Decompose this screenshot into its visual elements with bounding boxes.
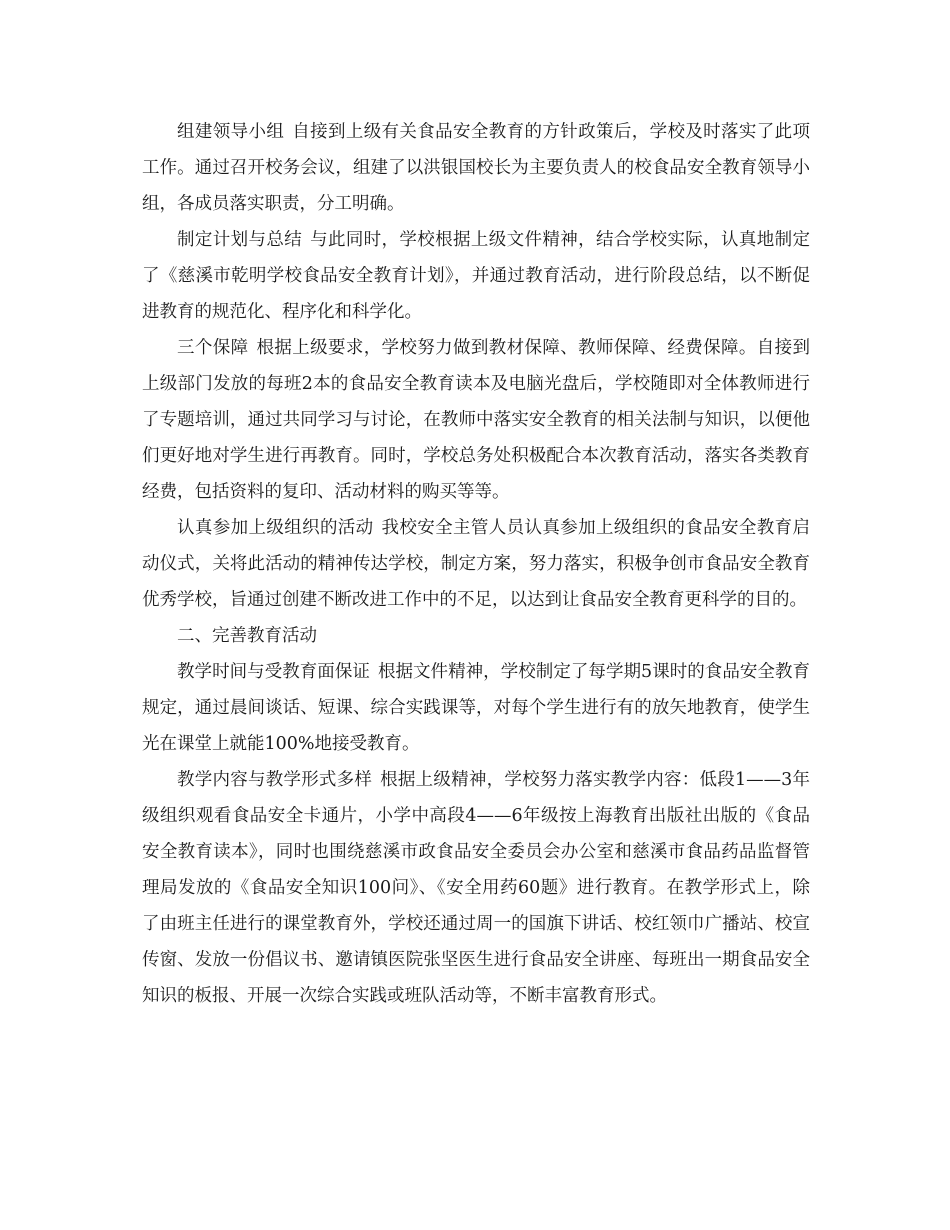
paragraph-lead: 制定计划与总结 xyxy=(177,230,303,250)
paragraph-text: 根据上级要求，学校努力做到教材保障、教师保障、经费保障。自接到上级部门发放的每班2本的食品安全教育读本及电脑光盘后，学校随即对全体教师进行了专题培训，通过共同学习与讨论，在教师中落实安全教育的相关法制与知识，以便他们更好地对学生进行再教育。同时，学校总务处积极配合本次教育活动，落实各类教育经费，包括资料的复印、活动材料的购买等等。 xyxy=(142,338,811,502)
paragraph-lead: 三个保障 xyxy=(177,338,249,358)
paragraph-lead: 教学时间与受教育面保证 xyxy=(177,662,370,682)
section-heading: 二、完善教育活动 xyxy=(177,626,317,646)
paragraph-text: 根据文件精神，学校制定了每学期5课时的食品安全教育规定，通过晨间谈话、短课、综合实践课等，对每个学生进行有的放矢地教育，使学生光在课堂上就能100%地接受教育。 xyxy=(142,662,811,754)
document-page xyxy=(142,114,810,1014)
paragraph-lead: 教学内容与教学形式多样 xyxy=(177,770,373,790)
paragraph-teaching-time xyxy=(142,654,810,762)
paragraph-text: 我校安全主管人员认真参加上级组织的食品安全教育启动仪式，关将此活动的精神传达学校，制定方案，努力落实，积极争创市食品安全教育优秀学校，旨通过创建不断改进工作中的不足，以达到让食品安全教育更科学的目的。 xyxy=(142,518,811,610)
paragraph-text: 自接到上级有关食品安全教育的方针政策后，学校及时落实了此项工作。通过召开校务会议，组建了以洪银国校长为主要负责人的校食品安全教育领导小组，各成员落实职责，分工明确。 xyxy=(142,122,811,214)
paragraph-lead: 认真参加上级组织的活动 xyxy=(177,518,374,538)
paragraph-attend-activities xyxy=(142,510,810,618)
paragraph-text: 与此同时，学校根据上级文件精神，结合学校实际，认真地制定了《慈溪市乾明学校食品安全教育计划》，并通过教育活动，进行阶段总结，以不断促进教育的规范化、程序化和科学化。 xyxy=(142,230,811,322)
paragraph-text: 根据上级精神，学校努力落实教学内容：低段1——3年级组织观看食品安全卡通片，小学中高段4——6年级按上海教育出版社出版的《食品安全教育读本》，同时也围绕慈溪市政食品安全委员会办公室和慈溪市食品药品监督管理局发放的《食品安全知识100问》、《安全用药60题》进行教育。在教学形式上，除了由班主任进行的课堂教育外，学校还通过周一的国旗下讲话、校红领巾广播站、校宣传窗、发放一份倡议书、邀请镇医院张坚医生进行食品安全讲座、每班出一期食品安全知识的板报、开展一次综合实践或班队活动等，不断丰富教育形式。 xyxy=(142,770,810,1006)
paragraph-teaching-content xyxy=(142,762,810,1014)
paragraph-leadership-group xyxy=(142,114,810,222)
paragraph-plan-summary xyxy=(142,222,810,330)
paragraph-three-guarantees xyxy=(142,330,810,510)
paragraph-lead: 组建领导小组 xyxy=(177,122,285,142)
